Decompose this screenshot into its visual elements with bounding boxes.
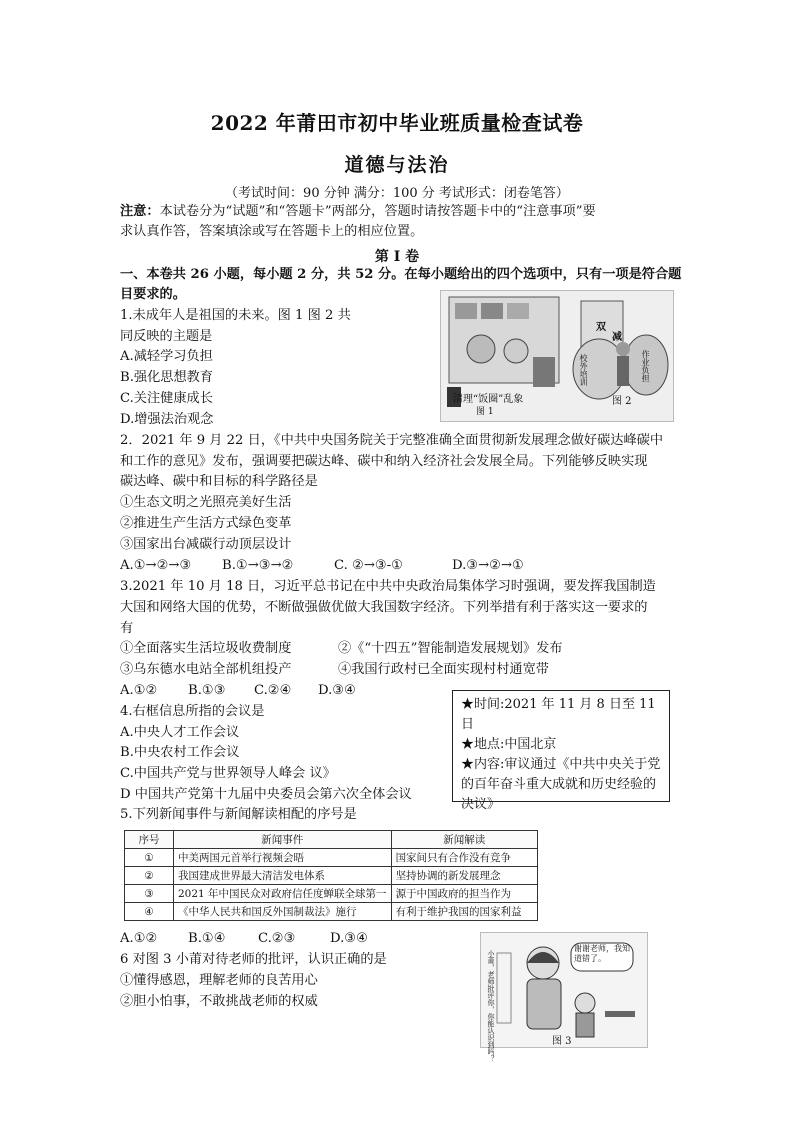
section-heading: 第 I 卷	[374, 249, 420, 265]
q3-item-4: ④我国行政村已全面实现村村通宽带	[338, 662, 549, 677]
fig1-caption: 清理“饭圈”乱象	[453, 394, 524, 405]
q1-option-c: C.关注健康成长	[120, 391, 213, 406]
q6-item-2: ②胆小怕事，不敢挑战老师的权威	[120, 994, 318, 1009]
instruction-line-1: 一、本卷共 26 小题，每小题 2 分，共 52 分。在每小题给出的四个选项中，只有一项是符合题	[120, 267, 682, 282]
fig1-label: 图 1	[476, 407, 494, 417]
row-interpretation: 国家间只有合作没有竞争	[391, 849, 537, 867]
q4-option-b: B.中央农村工作会议	[120, 745, 240, 760]
q2-item-3: ③国家出台减碳行动顶层设计	[120, 537, 292, 552]
exam-title: 2022 年莆田市初中毕业班质量检查试卷	[210, 111, 584, 135]
q3-option-c: C.②④	[254, 683, 292, 698]
table-row	[125, 903, 538, 921]
q3-option-b: B.①③	[188, 683, 226, 698]
q3-stem-3: 有	[120, 621, 134, 636]
row-number: ②	[125, 867, 174, 885]
q4-option-d: D 中国共产党第十九届中央委员会第六次全体会议	[120, 787, 412, 802]
q4-info-box	[452, 690, 670, 812]
row-number: ③	[125, 885, 174, 903]
exam-info: （考试时间：90 分钟 满分：100 分 考试形式：闭卷笔答）	[225, 186, 569, 201]
news-table	[124, 830, 538, 921]
row-event: 2021 年中国民众对政府信任度蝉联全球第一	[174, 885, 392, 903]
q2-item-1: ①生态文明之光照亮美好生活	[120, 495, 292, 510]
info-box-place: ★地点:中国北京	[461, 737, 557, 752]
notice-line-1	[120, 203, 596, 221]
q1-option-d: D.增强法治观念	[120, 412, 214, 427]
row-interpretation: 有利于维护我国的国家利益	[391, 903, 537, 921]
header-event: 新闻事件	[174, 831, 392, 849]
q2-option-a: A.①→②→③	[120, 558, 192, 573]
q5-option-c: C.②③	[258, 931, 296, 946]
fig2-text-jian: 减	[612, 332, 622, 343]
q2-option-b: B.①→③→②	[222, 558, 294, 573]
q3-option-d: D.③④	[318, 683, 356, 698]
q3-option-a: A.①②	[120, 683, 158, 698]
row-event: 中美两国元首举行视频会晤	[174, 849, 392, 867]
subject-title: 道德与法治	[344, 154, 450, 176]
notice-line-2: 求认真作答，答案填涂或写在答题卡上的相应位置。	[120, 224, 424, 239]
fig3-label: 图 3	[552, 1036, 572, 1047]
q3-item-2: ②《“十四五”智能制造发展规划》发布	[338, 641, 563, 656]
notice-label: 注意：	[120, 204, 160, 219]
q2-item-2: ②推进生产生活方式绿色变革	[120, 516, 292, 531]
table-header-row	[125, 831, 538, 849]
info-box-content: ★内容:审议通过《中共中央关于党的百年奋斗重大成就和历史经验的决议》	[461, 757, 661, 812]
info-box-time: ★时间:2021 年 11 月 8 日至 11 日	[461, 697, 656, 732]
q4-stem: 4.右框信息所指的会议是	[120, 704, 265, 719]
table-row	[125, 867, 538, 885]
q6-stem: 6 对图 3 小莆对待老师的批评，认识正确的是	[120, 952, 387, 967]
q3-item-3: ③乌东德水电站全部机组投产	[120, 662, 292, 677]
fig2-text-tutoring: 校外培训	[579, 354, 588, 386]
q2-option-c: C. ②→③-①	[334, 558, 403, 573]
instruction-line-2: 目要求的。	[120, 287, 186, 302]
q1-option-a: A.减轻学习负担	[120, 349, 213, 364]
row-number: ①	[125, 849, 174, 867]
q1-stem-1: 1.未成年人是祖国的未来。图 1 图 2 共	[120, 308, 351, 323]
q2-option-d: D.③→②→①	[452, 558, 524, 573]
q5-option-b: B.①④	[188, 931, 226, 946]
q3-item-1: ①全面落实生活垃圾收费制度	[120, 641, 292, 656]
q4-option-a: A.中央人才工作会议	[120, 725, 240, 740]
q6-item-1: ①懂得感恩，理解老师的良苦用心	[120, 973, 318, 988]
q1-option-b: B.强化思想教育	[120, 370, 214, 385]
fig3-bubble-student: 谢谢老师，我知道错了。	[574, 944, 630, 963]
q4-option-c: C.中国共产党与世界领导人峰会 议》	[120, 766, 336, 781]
row-event: 我国建成世界最大清洁发电体系	[174, 867, 392, 885]
q1-stem-2: 同反映的主题是	[120, 329, 213, 344]
q5-option-d: D.③④	[330, 931, 368, 946]
header-interpretation: 新闻解读	[391, 831, 537, 849]
table-row	[125, 849, 538, 867]
row-interpretation: 坚持协调的新发展理念	[391, 867, 537, 885]
q3-stem-1: 3.2021 年 10 月 18 日，习近平总书记在中共中央政治局集体学习时强调，要发挥我国制造	[120, 579, 656, 594]
fig2-text-homework: 作业负担	[641, 350, 650, 382]
q2-stem-3: 碳达峰、碳中和目标的科学路径是	[120, 474, 318, 489]
q2-stem-2: 和工作的意见》发布，强调要把碳达峰、碳中和纳入经济社会发展全局。下列能够反映实现	[120, 454, 648, 469]
header-number: 序号	[125, 831, 174, 849]
fig2-text-shuang: 双	[596, 322, 606, 333]
row-interpretation: 源于中国政府的担当作为	[391, 885, 537, 903]
fig2-label: 图 2	[612, 396, 632, 407]
q3-stem-2: 大国和网络大国的优势，不断做强做优做大我国数字经济。下列举措有利于落实这一要求的	[120, 600, 648, 615]
q5-option-a: A.①②	[120, 931, 158, 946]
table-row	[125, 885, 538, 903]
notice-text-1: 本试卷分为“试题”和“答题卡”两部分，答题时请按答题卡中的“注意事项”要	[159, 204, 596, 219]
row-event: 《中华人民共和国反外国制裁法》施行	[174, 903, 392, 921]
fig3-bubble-teacher: 小莆，老师批评你，你能认识到吗？	[487, 950, 495, 1062]
q5-stem: 5.下列新闻事件与新闻解读相配的序号是	[120, 807, 357, 822]
q2-stem-1: 2．2021 年 9 月 22 日，《中共中央国务院关于完整准确全面贯彻新发展理念做好碳达峰碳中	[120, 433, 664, 448]
row-number: ④	[125, 903, 174, 921]
